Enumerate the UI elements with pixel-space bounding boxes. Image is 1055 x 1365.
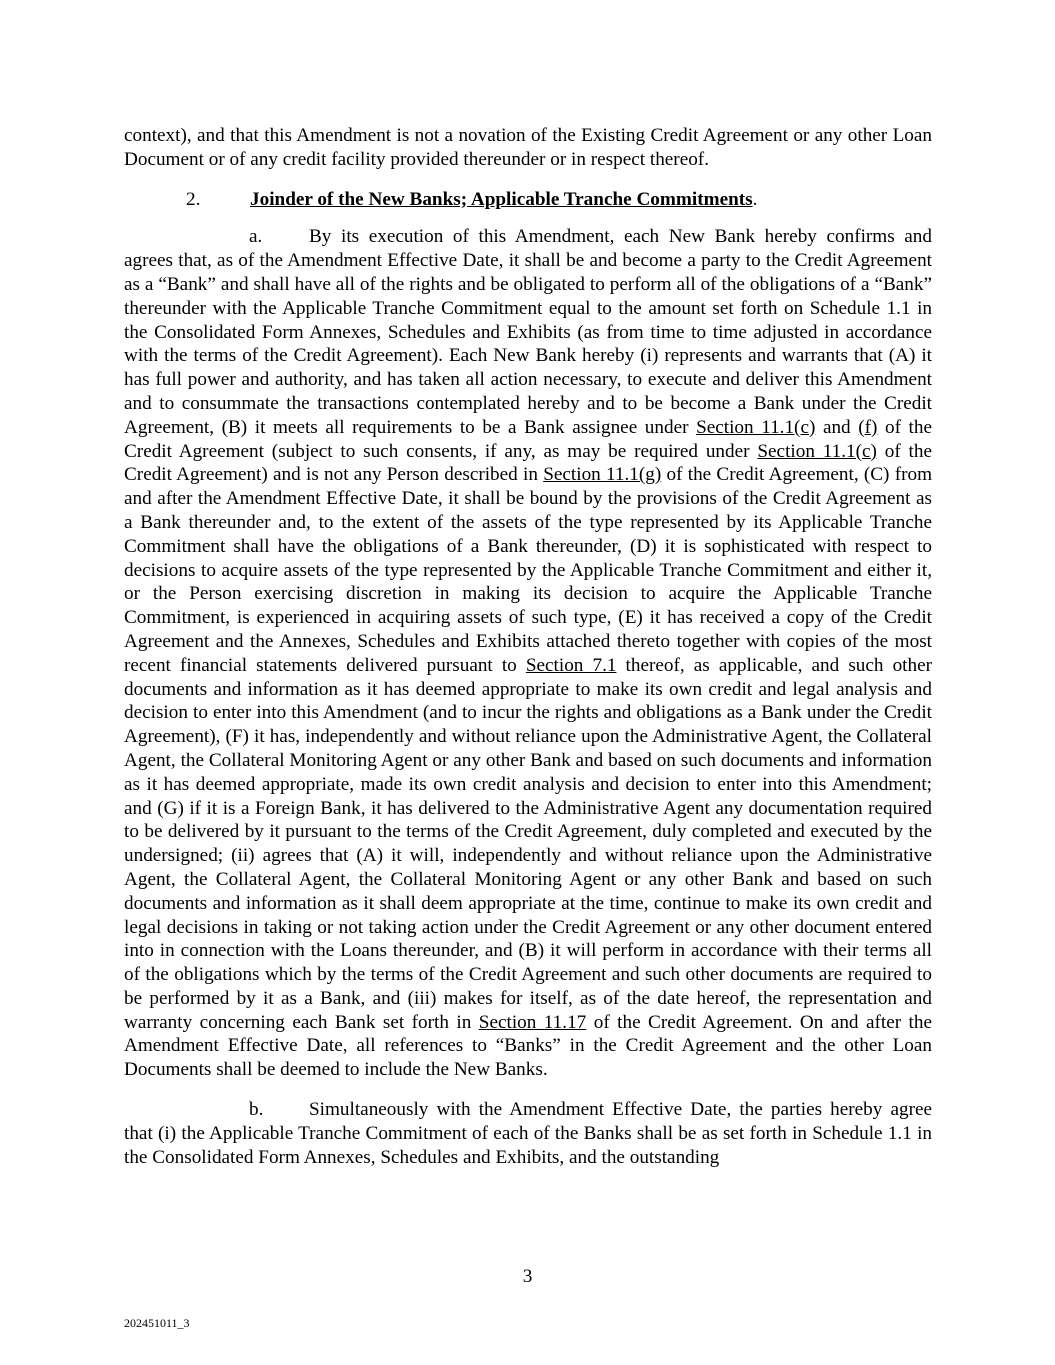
section-heading: [124, 188, 932, 212]
section-reference: Section 11.1(c): [757, 440, 877, 462]
paragraph-b-label: b.: [249, 1099, 264, 1121]
document-body: [124, 124, 932, 1185]
intro-paragraph: context), and that this Amendment is not a novation of the Existing Credit Agreement or any other Loan Document or of any credit facility provided thereunder or in respect thereof.: [124, 125, 932, 170]
section-title: Joinder of the New Banks; Applicable Tranche Commitments: [250, 188, 753, 210]
page-number: 3: [522, 1266, 533, 1287]
paragraph-a-label: a.: [249, 226, 263, 248]
section-title-period: .: [752, 188, 758, 210]
section-reference: (f): [858, 416, 878, 438]
section-number: 2.: [186, 188, 201, 210]
document-id: 202451011_3: [124, 1316, 190, 1330]
paragraph-a: a. By its execution of this Amendment, each New Bank hereby confirms and agrees that, as of the Amendment Effective Date, it shall be and become a party to the Credit Agreement as a “Bank” and shall have all of the rights and be obligated to perform all of the obligations of a “Bank” thereunder with the Applicable Tranche Commitment equal to the amount set forth on Schedule 1.1 in the Consolidated Form Annexes, Schedules and Exhibits (as from time to time adjusted in accordance with the terms of the Credit Agreement). Each New Bank hereby (i) represents and warrants that (A) it has full power and authority, and has taken all action necessary, to execute and deliver this Amendment and to consummate the transactions contemplated hereby and to be become a Bank under the Credit Agreement, (B) it meets all requirements to be a Bank assignee under Section 11.1(c) and (f) of the Credit Agreement (subject to such consents, if any, as may be required under Section 11.1(c) of the Credit Agreement) and is not any Person described in Section 11.1(g) of the Credit Agreement, (C) from and after the Amendment Effective Date, it shall be bound by the provisions of the Credit Agreement as a Bank thereunder and, to the extent of the assets of the type represented by its Applicable Tranche Commitment shall have the obligations of a Bank thereunder, (D) it is sophisticated with respect to decisions to acquire assets of the type represented by the Applicable Tranche Commitment and either it, or the Person exercising discretion in making its decision to acquire the Applicable Tranche Commitment, is experienced in acquiring assets of such type, (E) it has received a copy of the Credit Agreement and the Annexes, Schedules and Exhibits attached thereto together with copies of the most recent financial statements delivered pursuant to Section 7.1 thereof, as applicable, and such other documents and information as it has deemed appropriate to make its own credit and legal analysis and decision to enter into this Amendment (and to incur the rights and obligations as a Bank under the Credit Agreement), (F) it has, independently and without reliance upon the Administrative Agent, the Collateral Agent, the Collateral Monitoring Agent or any other Bank and based on such documents and information as it has deemed appropriate, made its own credit analysis and decision to enter into this Amendment; and (G) if it is a Foreign Bank, it has delivered to the Administrative Agent any documentation required to be delivered by it pursuant to the terms of the Credit Agreement, duly completed and executed by the undersigned; (ii) agrees that (A) it will, independently and without reliance upon the Administrative Agent, the Collateral Agent, the Collateral Monitoring Agent or any other Bank and based on such documents and information as it shall deem appropriate at the time, continue to make its own credit and legal decisions in taking or not taking action under the Credit Agreement or any other document entered into in connection with the Loans thereunder, and (B) it will perform in accordance with their terms all of the obligations which by the terms of the Credit Agreement and such other documents are required to be performed by it as a Bank, and (iii) makes for itself, as of the date hereof, the representation and warranty concerning each Bank set forth in Section 11.17 of the Credit Agreement. On and after the Amendment Effective Date, all references to “Banks” in the Credit Agreement and the other Loan Documents shall be deemed to include the New Banks.: [124, 226, 932, 1081]
section-reference: Section 11.17: [478, 1011, 587, 1033]
section-reference: Section 11.1(c): [696, 416, 816, 438]
section-reference: Section 11.1(g): [543, 464, 662, 486]
paragraph-b: b. Simultaneously with the Amendment Effective Date, the parties hereby agree that (i) the Applicable Tranche Commitment of each of the Banks shall be as set forth in Schedule 1.1 in the Consolidated Form Annexes, Schedules and Exhibits, and the outstanding: [124, 1099, 932, 1168]
section-reference: Section 7.1: [525, 654, 617, 676]
